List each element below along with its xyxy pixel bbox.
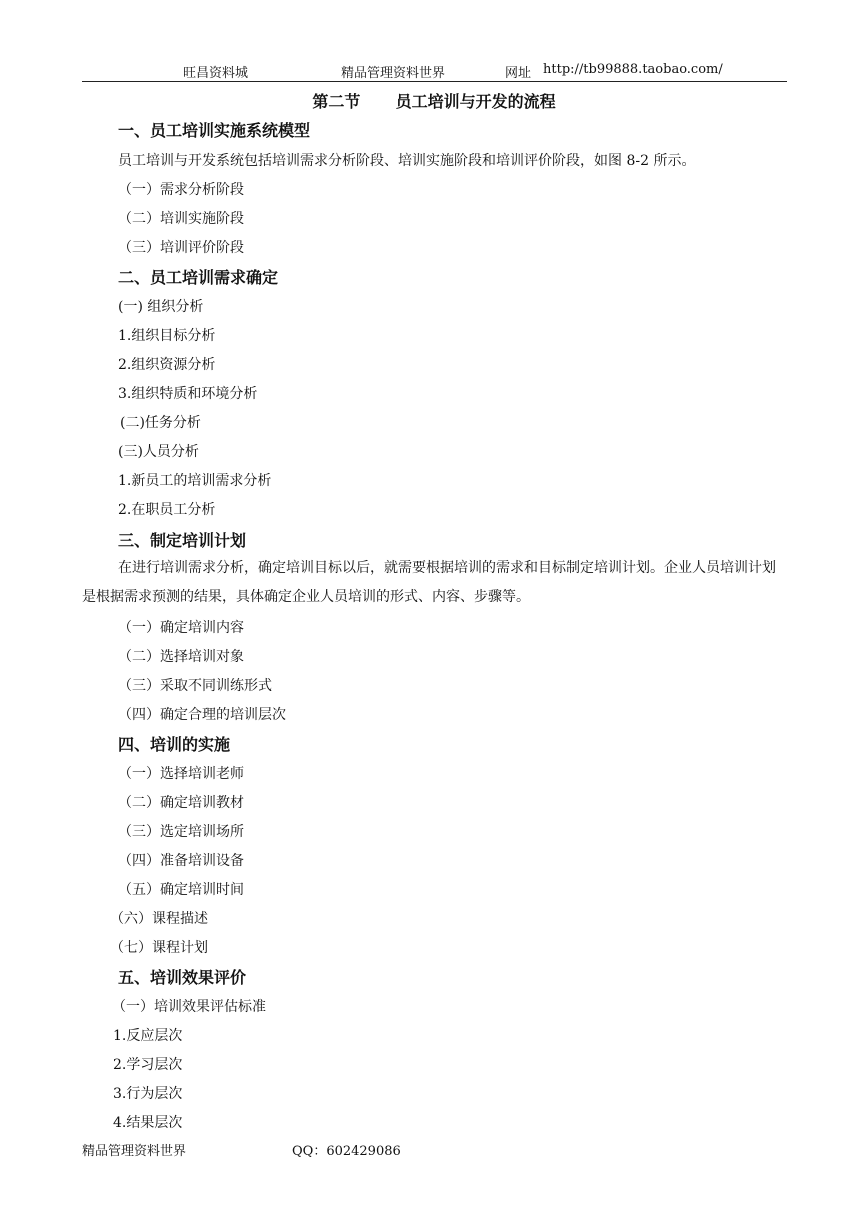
header-url-link[interactable]: http://tb99888.taobao.com/ — [543, 62, 723, 77]
header-url-label: 网址 — [505, 66, 532, 81]
section-1-paragraph: 员工培训与开发系统包括培训需求分析阶段、培训实施阶段和培训评价阶段，如图 8-2 所示。 — [118, 153, 696, 169]
header-divider — [82, 81, 787, 82]
list-item: 1.组织目标分析 — [118, 328, 216, 344]
section-2-heading: 二、员工培训需求确定 — [118, 268, 279, 287]
list-item: （三）采取不同训练形式 — [118, 678, 272, 694]
list-item: （一）选择培训老师 — [118, 766, 244, 782]
section-5-heading: 五、培训效果评价 — [118, 968, 247, 987]
list-item: 3.行为层次 — [113, 1086, 183, 1102]
list-item: 1.新员工的培训需求分析 — [118, 473, 272, 489]
list-item: (二)任务分析 — [120, 415, 201, 431]
header-slogan: 精品管理资料世界 — [341, 66, 446, 81]
section-3-paragraph: 在进行培训需求分析，确定培训目标以后，就需要根据培训的需求和目标制定培训计划。企业人员培训计划是根据需求预测的结果，具体确定企业人员培训的形式、内容、步骤等。 — [82, 560, 776, 605]
list-item: 2.学习层次 — [113, 1057, 183, 1073]
footer-qq: QQ：602429086 — [292, 1144, 401, 1159]
footer-site-name: 精品管理资料世界 — [82, 1144, 187, 1159]
list-item: （一）确定培训内容 — [118, 620, 244, 636]
list-item: （二）确定培训教材 — [118, 795, 244, 811]
list-item: （二）选择培训对象 — [118, 649, 244, 665]
header-site-name: 旺昌资料城 — [183, 66, 249, 81]
list-item: 3.组织特质和环境分析 — [118, 386, 258, 402]
section-3-heading: 三、制定培训计划 — [118, 531, 247, 550]
page-title — [0, 89, 868, 112]
list-item: （七）课程计划 — [110, 940, 208, 956]
list-item: （四）准备培训设备 — [118, 853, 244, 869]
list-item: （三）选定培训场所 — [118, 824, 244, 840]
section-1-heading: 一、员工培训实施系统模型 — [118, 121, 311, 140]
list-item: (一) 组织分析 — [118, 299, 204, 315]
list-item: （六）课程描述 — [110, 911, 208, 927]
list-item: 4.结果层次 — [113, 1115, 183, 1131]
list-item: （一）需求分析阶段 — [118, 182, 244, 198]
list-item: 1.反应层次 — [113, 1028, 183, 1044]
list-item: 2.组织资源分析 — [118, 357, 216, 373]
title-section: 第二节 — [312, 92, 361, 111]
list-item: （五）确定培训时间 — [118, 882, 244, 898]
list-item: （四）确定合理的培训层次 — [118, 707, 286, 723]
list-item: （一）培训效果评估标准 — [112, 999, 266, 1015]
list-item: 2.在职员工分析 — [118, 502, 216, 518]
title-name: 员工培训与开发的流程 — [395, 92, 556, 111]
list-item: （三）培训评价阶段 — [118, 240, 244, 256]
section-4-heading: 四、培训的实施 — [118, 735, 231, 754]
list-item: (三)人员分析 — [118, 444, 199, 460]
list-item: （二）培训实施阶段 — [118, 211, 244, 227]
